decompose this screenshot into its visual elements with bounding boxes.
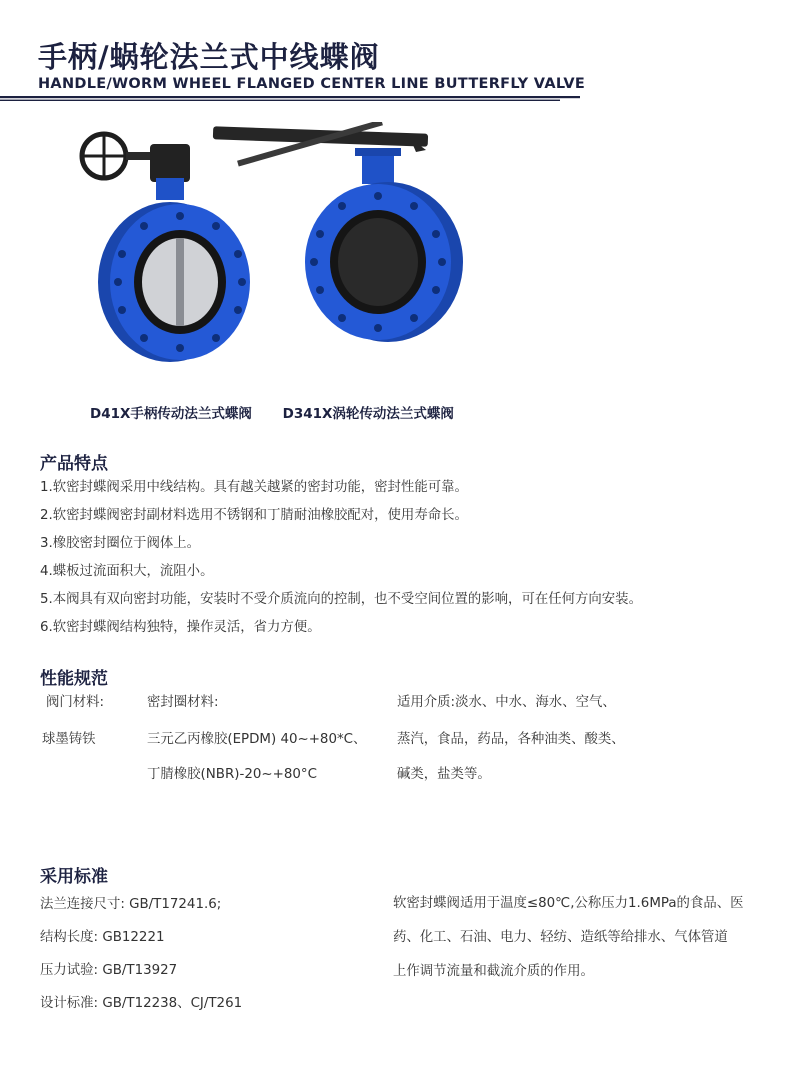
seal-epdm: 三元乙丙橡胶(EPDM) 40~+80*C、	[147, 732, 367, 747]
description-line: 软密封蝶阀适用于温度≤80℃,公称压力1.6MPa的食品、医	[393, 896, 744, 911]
list-item: 3.橡胶密封圈位于阀体上。	[40, 536, 201, 551]
handle-valve-image	[213, 122, 463, 342]
list-item: 5.本阀具有双向密封功能，安装时不受介质流向的控制，也不受空间位置的影响，可在任何方向安装。	[40, 592, 642, 607]
list-item: 设计标准: GB/T12238、CJ/T261	[40, 996, 243, 1011]
page-header	[38, 40, 598, 92]
valve-material-value: 球墨铸铁	[42, 732, 96, 747]
caption-d41x: D41X手柄传动法兰式蝶阀	[90, 406, 252, 422]
page-title: 手柄/蜗轮法兰式中线蝶阀	[38, 40, 380, 74]
list-item: 1.软密封蝶阀采用中线结构。具有越关越紧的密封功能，密封性能可靠。	[40, 480, 468, 495]
standards-list	[40, 894, 242, 1026]
seal-nbr: 丁腈橡胶(NBR)-20~+80°C	[147, 767, 317, 782]
list-item: 6.软密封蝶阀结构独特，操作灵活，省力方便。	[40, 620, 321, 635]
product-captions	[90, 402, 454, 422]
list-item: 结构长度: GB12221	[40, 930, 165, 945]
valve-material-label: 阀门材料:	[46, 695, 105, 710]
worm-gear-valve-image	[82, 134, 250, 362]
seal-material-label: 密封圈材料:	[147, 695, 219, 710]
caption-d341x: D341X涡轮传动法兰式蝶阀	[282, 406, 454, 422]
media-line-2: 蒸汽，食品，药品，各种油类、酸类、	[397, 732, 625, 747]
list-item: 2.软密封蝶阀密封副材料选用不锈钢和丁腈耐油橡胶配对，使用寿命长。	[40, 508, 468, 523]
description-line: 药、化工、石油、电力、轻纺、造纸等给排水、气体管道	[393, 930, 728, 945]
product-photos	[70, 122, 510, 362]
standards-heading: 采用标准	[40, 867, 108, 887]
page-subtitle: HANDLE/WORM WHEEL FLANGED CENTER LINE BUTTERFLY VALVE	[38, 76, 586, 92]
media-line-3: 碱类，盐类等。	[397, 767, 491, 782]
features-heading: 产品特点	[40, 454, 108, 474]
application-description	[393, 892, 778, 994]
media-line-1: 适用介质:淡水、中水、海水、空气、	[397, 695, 616, 710]
list-item: 压力试验: GB/T13927	[40, 963, 178, 978]
header-rule	[0, 96, 580, 102]
specs-heading: 性能规范	[40, 669, 108, 689]
list-item: 法兰连接尺寸: GB/T17241.6;	[40, 897, 222, 912]
features-list	[40, 474, 780, 642]
list-item: 4.蝶板过流面积大，流阻小。	[40, 564, 214, 579]
description-line: 上作调节流量和截流介质的作用。	[393, 964, 594, 979]
